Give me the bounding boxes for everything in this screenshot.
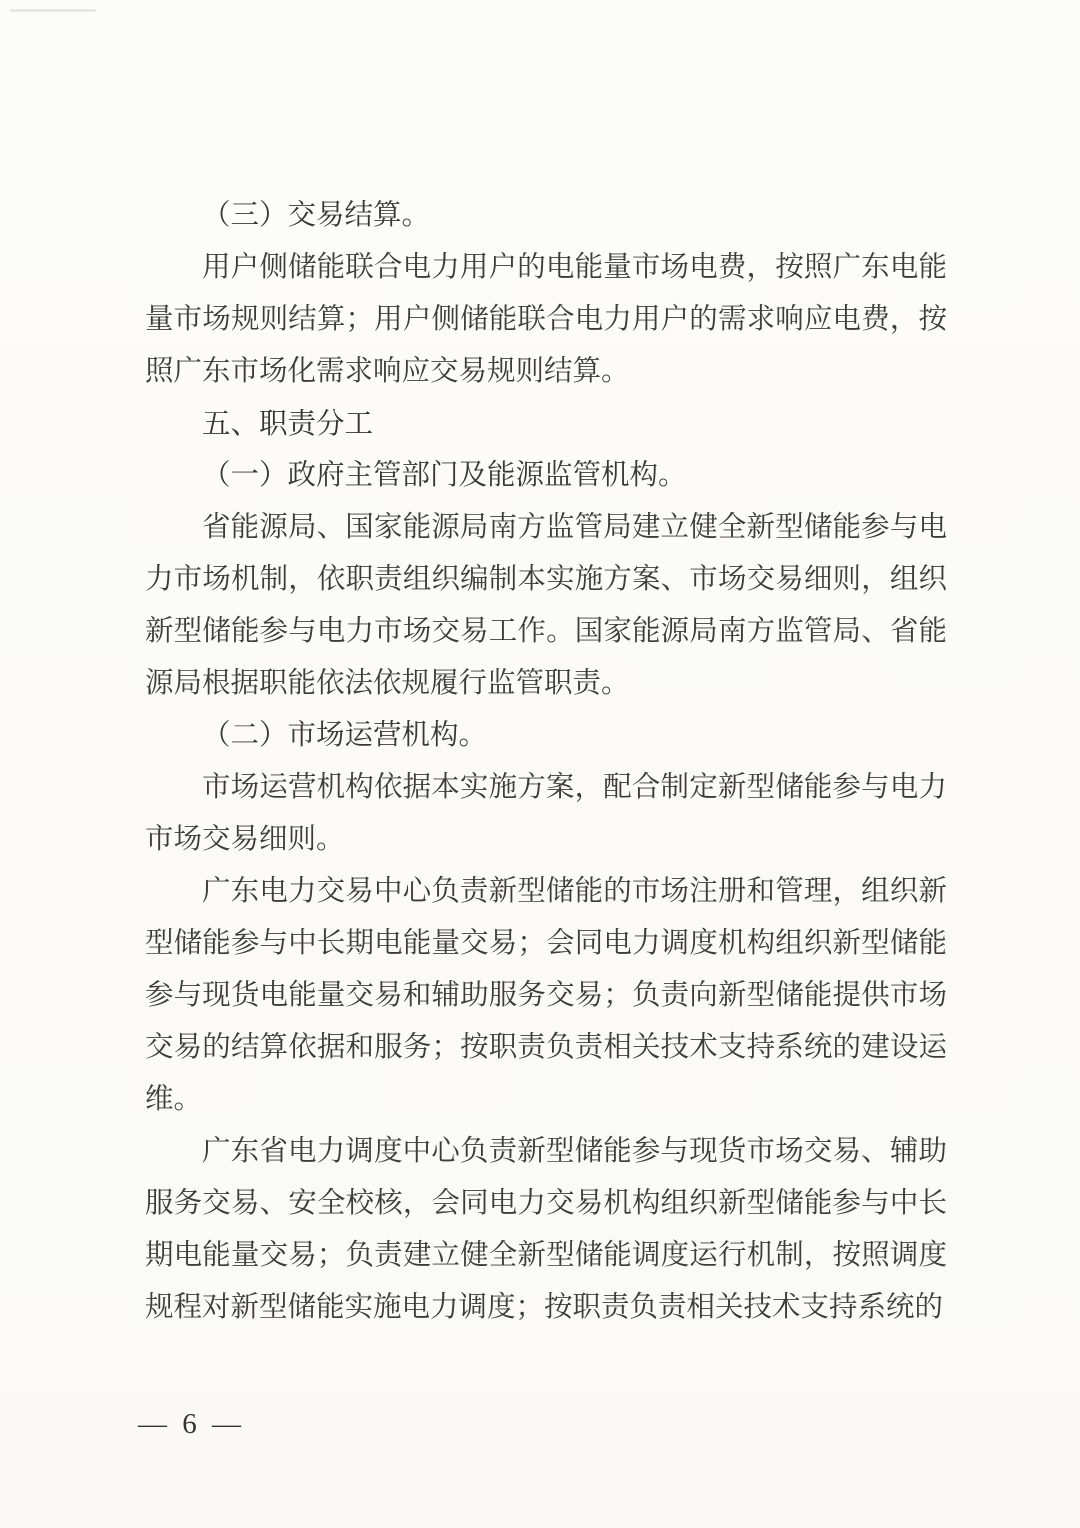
subsection-heading-market-operators: （二）市场运营机构。 bbox=[202, 720, 488, 751]
scan-artifact-line bbox=[10, 9, 96, 12]
paragraph-energy-bureau-duties: 省能源局、国家能源局南方监管局建立健全新型储能参与电力市场机制，依职责组织编制本实施方案、市场交易细则，组织新型储能参与电力市场交易工作。国家能源局南方监管局、省能源局根据职能依法依规履行监管职责。 bbox=[145, 512, 947, 699]
major-heading-duty-division: 五、职责分工 bbox=[202, 408, 374, 440]
page-number: — 6 — bbox=[138, 1408, 245, 1440]
subsection-heading-transaction-settlement: （三）交易结算。 bbox=[202, 200, 431, 231]
subsection-heading-government-departments: （一）政府主管部门及能源监管机构。 bbox=[202, 460, 687, 491]
document-body bbox=[145, 190, 947, 1334]
paragraph-power-exchange-center-duties: 广东电力交易中心负责新型储能的市场注册和管理，组织新型储能参与中长期电能量交易；会同电力调度机构组织新型储能参与现货电能量交易和辅助服务交易；负责向新型储能提供市场交易的结算依据和服务；按职责负责相关技术支持系统的建设运维。 bbox=[145, 876, 947, 1115]
paragraph-market-operator-duties: 市场运营机构依据本实施方案，配合制定新型储能参与电力市场交易细则。 bbox=[145, 772, 947, 855]
paragraph-dispatch-center-duties: 广东省电力调度中心负责新型储能参与现货市场交易、辅助服务交易、安全校核，会同电力交易机构组织新型储能参与中长期电能量交易；负责建立健全新型储能调度运行机制，按照调度规程对新型储能实施电力调度；按职责负责相关技术支持系统的 bbox=[145, 1136, 947, 1323]
paragraph-settlement-rules: 用户侧储能联合电力用户的电能量市场电费，按照广东电能量市场规则结算；用户侧储能联合电力用户的需求响应电费，按照广东市场化需求响应交易规则结算。 bbox=[145, 252, 947, 387]
